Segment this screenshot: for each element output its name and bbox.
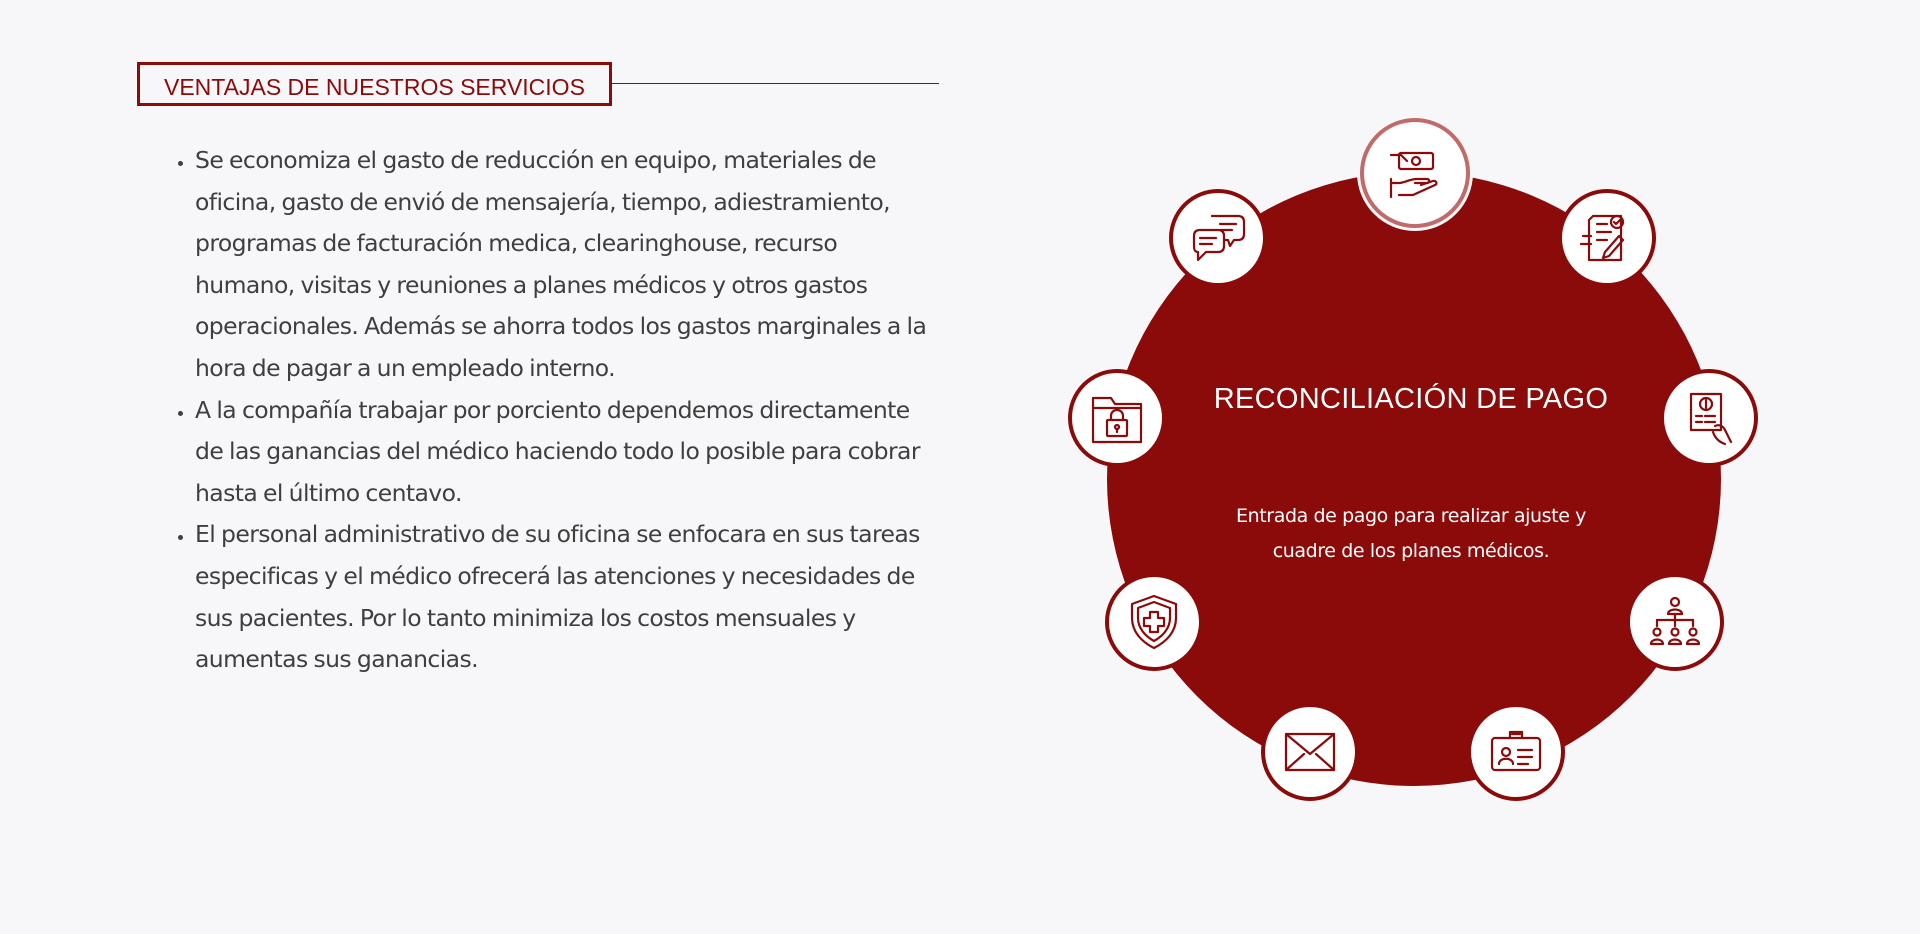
node-medical-shield[interactable] [1105,573,1203,671]
section-title-box [137,62,612,106]
benefits-list [160,140,935,681]
benefit-item-savings: • Se economiza el gasto de reducción en equipo, materiales de oficina, gasto de envió de mensajería, tiempo, adiestramiento, programas de facturación medica, clearinghouse, recurso humano, visitas y reuniones a planes médicos y otros gastos operacionales. Además se ahorra todos los gastos marginales a la hora de pagar a un empleado interno. [195,140,935,390]
node-org-chart[interactable] [1626,573,1724,671]
signed-document-icon [1575,206,1639,270]
benefit-item-percentage: • A la compañía trabajar por porciento dependemos directamente de las ganancias del médico haciendo todo lo posible para cobrar hasta el último centavo. [195,390,935,515]
chat-bubbles-icon [1186,206,1250,270]
header-divider-line [607,83,939,84]
diagram-title: RECONCILIACIÓN DE PAGO [1213,383,1609,415]
node-signed-document[interactable] [1558,189,1656,287]
medical-shield-icon [1122,590,1186,654]
node-locked-folder[interactable] [1068,369,1166,467]
node-id-badge[interactable] [1467,703,1565,801]
mail-envelope-icon [1278,720,1342,784]
section-title: VENTAJAS DE NUESTROS SERVICIOS [164,74,585,100]
section-header [137,62,939,106]
payment-hand-icon [1383,141,1447,205]
node-chat[interactable] [1169,189,1267,287]
node-payment[interactable] [1360,118,1470,228]
id-badge-icon [1484,720,1548,784]
invoice-hand-icon [1677,386,1741,450]
node-invoice[interactable] [1660,369,1758,467]
org-chart-icon [1643,590,1707,654]
diagram-description: Entrada de pago para realizar ajuste y cuadre de los planes médicos. [1236,505,1586,562]
services-diagram [1040,110,1800,830]
node-mail[interactable] [1261,703,1359,801]
benefit-item-focus: • El personal administrativo de su oficina se enfocara en sus tareas especificas y el médico ofrecerá las atenciones y necesidades de sus pacientes. Por lo tanto minimiza los costos mensuales y aumentas sus ganancias. [195,514,935,680]
locked-folder-icon [1085,386,1149,450]
